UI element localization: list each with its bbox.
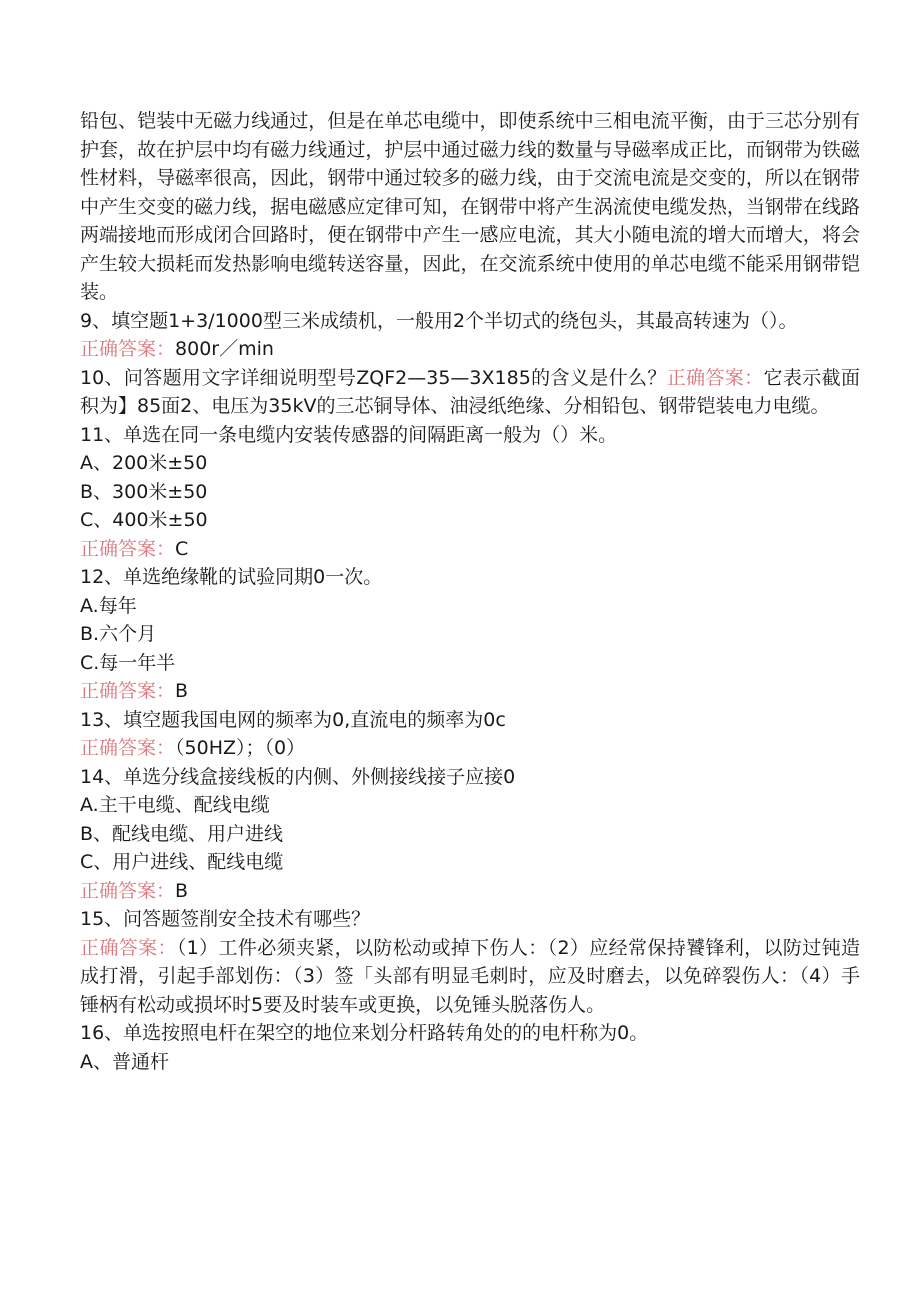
question-16: 16、单选按照电杆在架空的地位来划分杆路转角处的的电杆称为0。 (80, 1022, 649, 1044)
answer-label: 正确答案： (80, 537, 176, 560)
question-15: 15、问答题签削安全技术有哪些？ (80, 908, 371, 930)
answer-12-value: B (175, 680, 189, 702)
question-10 (80, 364, 860, 421)
answer-15 (80, 934, 860, 1020)
answer-12 (80, 677, 860, 706)
option-16-a: A、普通杆 (80, 1050, 169, 1073)
option-14-c: C、用户进线、配线电缆 (80, 851, 284, 873)
question-11: 11、单选在同一条电缆内安装传感器的间隔距离一般为（）米。 (80, 423, 618, 446)
answer-14 (80, 877, 860, 906)
answer-11-value: C (175, 537, 189, 560)
question-9: 9、填空题1+3/1000型三米成绩机，一般用2个半切式的绕包头，其最高转速为（）。 (80, 309, 798, 332)
question-12: 12、单选绝缘靴的试验同期0一次。 (80, 566, 383, 588)
intro-paragraph: 铅包、铠装中无磁力线通过，但是在单芯电缆中，即使系统中三相电流平衡，由于三芯分别有护套，故在护层中均有磁力线通过，护层中通过磁力线的数量与导磁率成正比，而钢带为铁磁性材料，导磁率很高，因此，钢带中通过较多的磁力线，由于交流电流是交变的，所以在钢带中产生交变的磁力线，据电磁感应定律可知，在钢带中将产生涡流使电缆发热，当钢带在线路两端接地而形成闭合回路时，便在钢带中产生一感应电流，其大小随电流的增大而增大，将会产生较大损耗而发热影响电缆转送容量，因此，在交流系统中使用的单芯电缆不能采用钢带铠装。 (80, 110, 860, 303)
question-14: 14、单选分线盒接线板的内侧、外侧接线接子应接0 (80, 765, 516, 788)
document-page (80, 107, 860, 1076)
answer-10-value: 它表示截面积为】85面2、电压为35kV的三芯铜导体、油浸纸绝缘、分相铅包、钢带铠装电力电缆。 (80, 366, 860, 417)
answer-13 (80, 734, 860, 763)
option-12-b: B.六个月 (80, 623, 157, 645)
answer-11 (80, 535, 860, 564)
option-12-c: C.每一年半 (80, 651, 176, 674)
option-14-b: B、配线电缆、用户进线 (80, 822, 284, 845)
answer-9 (80, 335, 860, 364)
option-11-a: A、200米±50 (80, 452, 208, 474)
answer-label: 正确答案： (80, 936, 177, 959)
option-12-a: A.每年 (80, 594, 137, 617)
answer-label: 正确答案： (80, 680, 176, 702)
answer-label: 正确答案： (80, 879, 176, 902)
answer-label: 正确答案： (80, 338, 176, 360)
answer-13-value: （50HZ）；（0） (175, 737, 306, 759)
option-11-c: C、400米±50 (80, 509, 208, 531)
answer-label: 正确答案： (666, 366, 764, 389)
option-11-b: B、300米±50 (80, 480, 208, 503)
question-13: 13、填空题我国电网的频率为0,直流电的频率为0c (80, 708, 506, 731)
option-14-a: A.主干电缆、配线电缆 (80, 794, 270, 816)
answer-15-value: （1）工件必须夹紧，以防松动或掉下伤人：（2）应经常保持饕锋利，以防过钝造成打滑，引起手部划伤：（3）签「头部有明显毛刺时，应及时磨去，以免碎裂伤人：（4）手锤柄有松动或损坏时5要及时装车或更换，以免锤头脱落伤人。 (80, 936, 860, 1016)
answer-9-value: 800r／min (175, 338, 274, 360)
answer-label: 正确答案： (80, 737, 176, 759)
question-10-text: 10、问答题用文字详细说明型号ZQF2—35—3X185的含义是什么？ (80, 366, 667, 389)
answer-14-value: B (175, 879, 189, 902)
